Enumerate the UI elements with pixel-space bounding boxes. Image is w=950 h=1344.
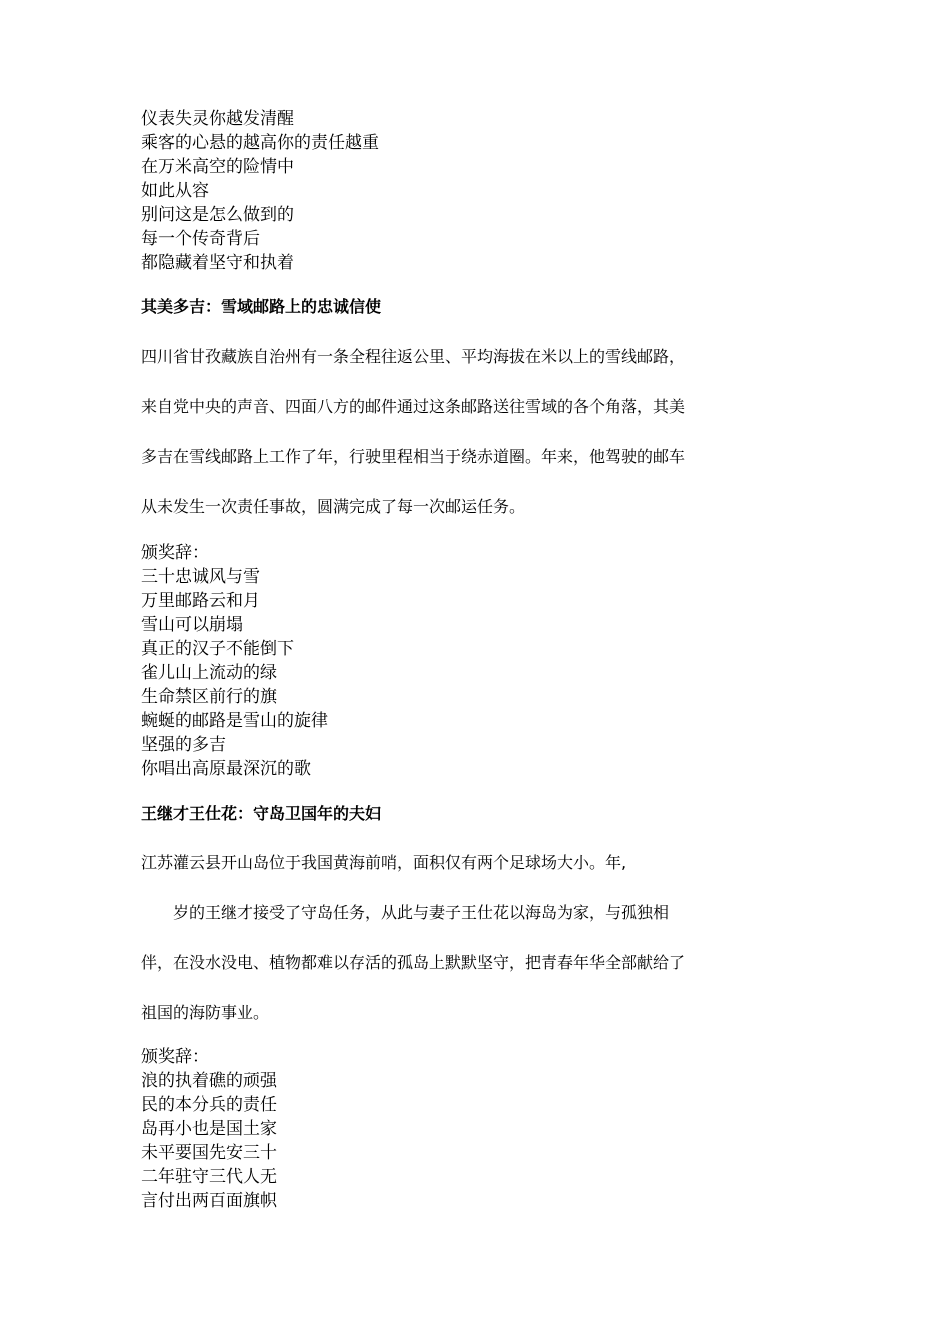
award-line: 你唱出高原最深沉的歌 [141, 759, 311, 779]
section-heading-qimeiduoji: 其美多吉：雪域邮路上的忠诚信使 [141, 297, 382, 316]
poem-line: 在万米高空的险情中 [141, 157, 294, 177]
poem-continuation [141, 107, 379, 275]
award-label: 颁奖辞： [141, 1047, 209, 1067]
poem-line: 如此从容 [141, 181, 209, 201]
section-body-qimeiduoji [141, 332, 685, 532]
body-line: 四川省甘孜藏族自治州有一条全程往返公里、平均海拔在米以上的雪线邮路， [141, 347, 686, 366]
poem-line: 每一个传奇背后 [141, 229, 260, 249]
body-line: 伴，在没水没电、植物都难以存活的孤岛上默默坚守，把青春年华全部献给了 [141, 953, 686, 972]
poem-line: 别问这是怎么做到的 [141, 205, 294, 225]
poem-line: 乘客的心悬的越高你的责任越重 [141, 133, 379, 153]
award-citation-qimeiduoji [141, 541, 328, 781]
award-line: 言付出两百面旗帜 [141, 1191, 277, 1211]
body-line: 来自党中央的声音、四面八方的邮件通过这条邮路送往雪域的各个角落，其美 [141, 397, 686, 416]
award-line: 万里邮路云和月 [141, 591, 260, 611]
body-line: 从未发生一次责任事故，圆满完成了每一次邮运任务。 [141, 497, 526, 516]
body-line: 岁的王继才接受了守岛任务，从此与妻子王仕花以海岛为家，与孤独相 [173, 903, 670, 922]
body-line: 江苏灌云县开山岛位于我国黄海前哨，面积仅有两个足球场大小。年, [141, 853, 627, 872]
poem-line: 仪表失灵你越发清醒 [141, 109, 294, 129]
section-body-wangjicai [141, 838, 685, 1038]
award-line: 雪山可以崩塌 [141, 615, 243, 635]
award-line: 浪的执着礁的顽强 [141, 1071, 277, 1091]
award-line: 蜿蜒的邮路是雪山的旋律 [141, 711, 328, 731]
award-citation-wangjicai [141, 1045, 277, 1213]
award-line: 未平要国先安三十 [141, 1143, 277, 1163]
award-line: 二年驻守三代人无 [141, 1167, 277, 1187]
award-line: 岛再小也是国土家 [141, 1119, 277, 1139]
body-line: 多吉在雪线邮路上工作了年，行驶里程相当于绕赤道圈。年来，他驾驶的邮车 [141, 447, 686, 466]
award-line: 生命禁区前行的旗 [141, 687, 277, 707]
award-label: 颁奖辞： [141, 543, 209, 563]
section-heading-wangjicai: 王继才王仕花：守岛卫国年的夫妇 [141, 804, 382, 823]
award-line: 真正的汉子不能倒下 [141, 639, 294, 659]
award-line: 雀儿山上流动的绿 [141, 663, 277, 683]
award-line: 三十忠诚风与雪 [141, 567, 260, 587]
body-line: 祖国的海防事业。 [141, 1003, 270, 1022]
award-line: 民的本分兵的责任 [141, 1095, 277, 1115]
award-line: 坚强的多吉 [141, 735, 226, 755]
poem-line: 都隐藏着坚守和执着 [141, 253, 294, 273]
